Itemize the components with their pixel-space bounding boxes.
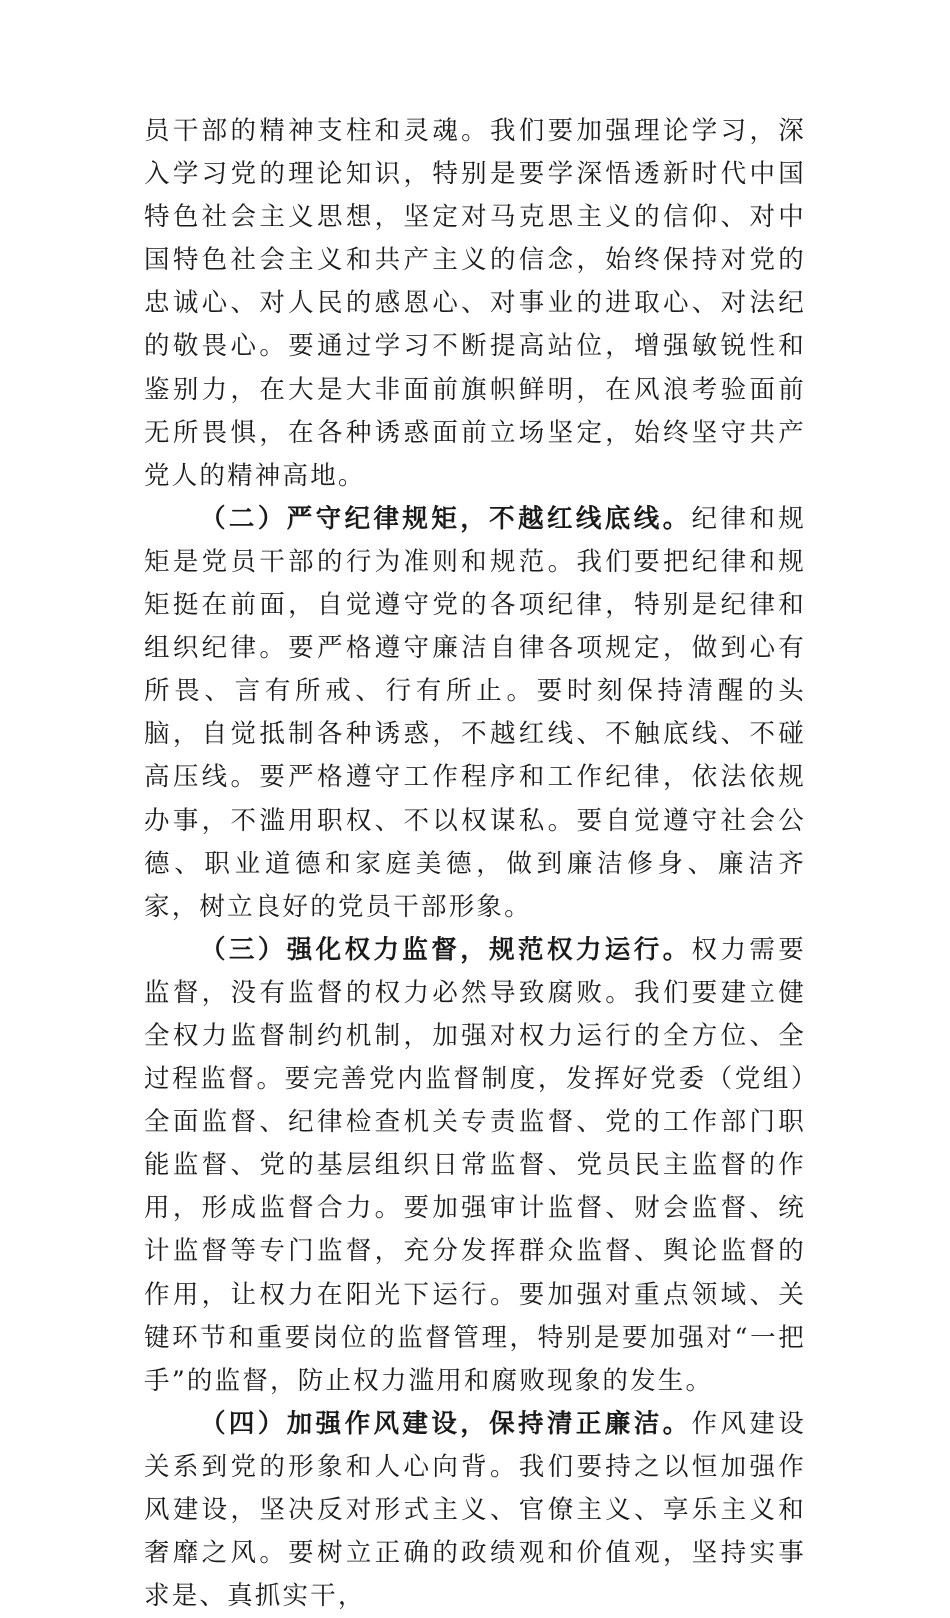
section-heading: （四）加强作风建设，保持清正廉洁。 [200, 1408, 692, 1439]
paragraph-text: 权力需要监督，没有监督的权力必然导致腐败。我们要建立健全权力监督制约机制，加强对权力运行的全方位、全过程监督。要完善党内监督制度，发挥好党委（党组）全面监督、纪律检查机关专责监督、党的工作部门职能监督、党的基层组织日常监督、党员民主监督的作用，形成监督合力。要加强审计监督、财会监督、统计监督等专门监督，充分发挥群众监督、舆论监督的作用，让权力在阳光下运行。要加强对重点领域、关键环节和重要岗位的监督管理，特别是要加强对“一把手”的监督，防止权力滥用和腐败现象的发生。 [144, 934, 806, 1396]
document-page [144, 110, 806, 1618]
paragraph-text: 纪律和规矩是党员干部的行为准则和规范。我们要把纪律和规矩挺在前面，自觉遵守党的各项纪律，特别是纪律和组织纪律。要严格遵守廉洁自律各项规定，做到心有所畏、言有所戒、行有所止。要时刻保持清醒的头脑，自觉抵制各种诱惑，不越红线、不触底线、不碰高压线。要严格遵守工作程序和工作纪律，依法依规办事，不滥用职权、不以权谋私。要自觉遵守社会公德、职业道德和家庭美德，做到廉洁修身、廉洁齐家，树立良好的党员干部形象。 [144, 503, 806, 922]
section-heading: （三）强化权力监督，规范权力运行。 [200, 934, 692, 965]
paragraph-section-2 [144, 498, 806, 929]
paragraph-section-3 [144, 929, 806, 1403]
paragraph-section-4 [144, 1403, 806, 1618]
paragraph-text: 员干部的精神支柱和灵魂。我们要加强理论学习，深入学习党的理论知识，特别是要学深悟透新时代中国特色社会主义思想，坚定对马克思主义的信仰、对中国特色社会主义和共产主义的信念，始终保持对党的忠诚心、对人民的感恩心、对事业的进取心、对法纪的敬畏心。要通过学习不断提高站位，增强敏锐性和鉴别力，在大是大非面前旗帜鲜明，在风浪考验面前无所畏惧，在各种诱惑面前立场坚定，始终坚守共产党人的精神高地。 [144, 116, 806, 491]
section-heading: （二）严守纪律规矩，不越红线底线。 [200, 503, 692, 534]
paragraph-continuation [144, 110, 806, 498]
paragraph-text: 作风建设关系到党的形象和人心向背。我们要持之以恒加强作风建设，坚决反对形式主义、官僚主义、享乐主义和奢靡之风。要树立正确的政绩观和价值观，坚持实事求是、真抓实干， [144, 1408, 806, 1612]
